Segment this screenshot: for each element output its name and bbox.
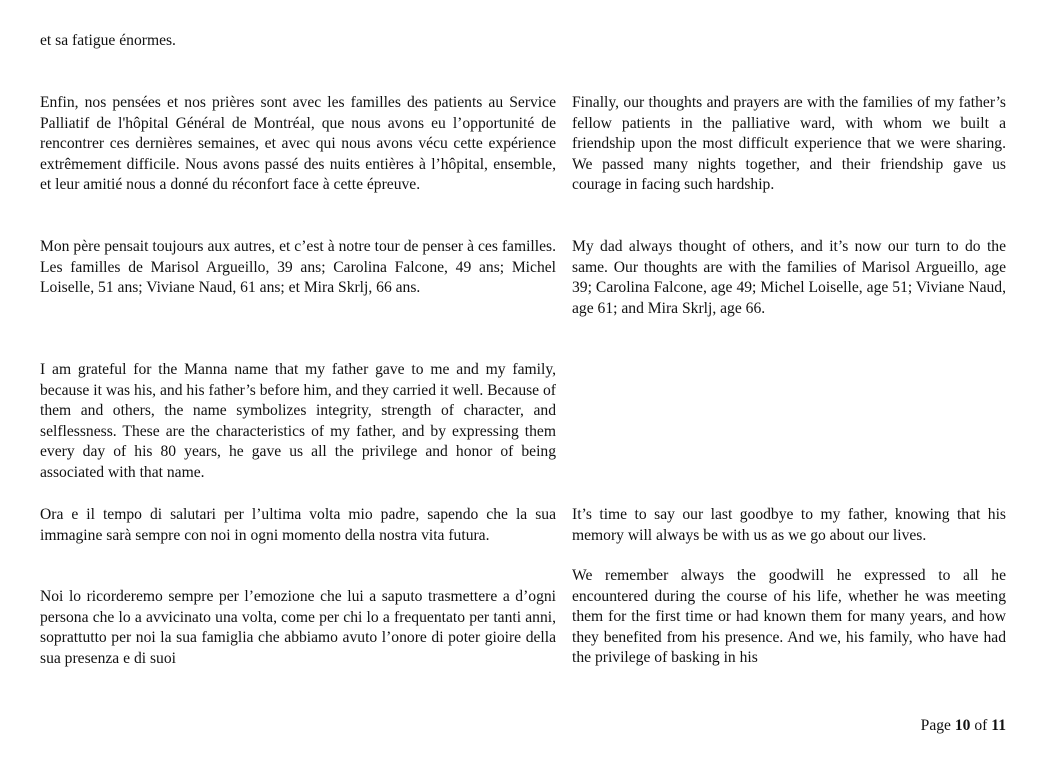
page-label: Page — [920, 717, 951, 734]
page-of: of — [974, 717, 988, 734]
paragraph-english-1: Finally, our thoughts and prayers are with the families of my father’s fellow patients in the palliative ward, with whom we built a friendship upon the most difficult experience that we were sharing. We passed many nights together, and their friendship gave us courage in facing such hardship. — [572, 94, 1006, 194]
page-total: 11 — [991, 717, 1006, 734]
page-current: 10 — [954, 717, 971, 734]
paragraph-french-1: Enfin, nos pensées et nos prières sont avec les familles des patients au Service Palliatif de l'hôpital Général de Montréal, que nous avons eu l’opportunité de rencontrer ces dernières semaines, et avec qui nous avons vécu cette expérience extrêmement difficile. Nous avons passé des nuits entières à l’hôpital, ensemble, et leur amitié nous a donné du réconfort face à cette épreuve. — [40, 94, 556, 194]
paragraph-italian-2: Noi lo ricorderemo sempre per l’emozione che lui a saputo trasmettere a d’ogni persona che lo a avvicinato una volta, come per chi lo a frequentato per tanti anni, soprattutto per noi la sua famiglia che abbiamo avuto l’onore di poter gioire della sua presenza e di suoi — [40, 588, 556, 667]
paragraph-english-gratitude: I am grateful for the Manna name that my father gave to me and my family, because it was his, and his father’s before him, and they carried it well. Because of them and others, the name symbolizes integrity, strength of character, and selflessness. These are the characteristics of my father, and by expressing them every day of his 80 years, he gave us all the privilege and honor of being associated with that name. — [40, 361, 556, 481]
paragraph-english-2: My dad always thought of others, and it’s now our turn to do the same. Our thoughts are with the families of Marisol Argueillo, age 39; Carolina Falcone, age 49; Michel Loiselle, age 51; Viviane Naud, age 61; and Mira Skrlj, age 66. — [572, 238, 1006, 317]
paragraph-english-3: It’s time to say our last goodbye to my father, knowing that his memory will always be with us as we go about our lives. — [572, 506, 1006, 544]
top-line: et sa fatigue énormes. — [40, 32, 176, 49]
page-number — [921, 716, 1006, 736]
paragraph-french-2: Mon père pensait toujours aux autres, et c’est à notre tour de penser à ces familles. Les familles de Marisol Argueillo, 39 ans; Carolina Falcone, 49 ans; Michel Loiselle, 51 ans; Viviane Naud, 61 ans; et Mira Skrlj, 66 ans. — [40, 238, 556, 297]
paragraph-english-4: We remember always the goodwill he expressed to all he encountered during the course of his life, whether he was meeting them for the first time or had known them for many years, and how they benefited from his presence. And we, his family, who have had the privilege of basking in his — [572, 567, 1006, 667]
paragraph-italian-1: Ora e il tempo di salutari per l’ultima volta mio padre, sapendo che la sua immagine sarà sempre con noi in ogni momento della nostra vita futura. — [40, 506, 556, 544]
